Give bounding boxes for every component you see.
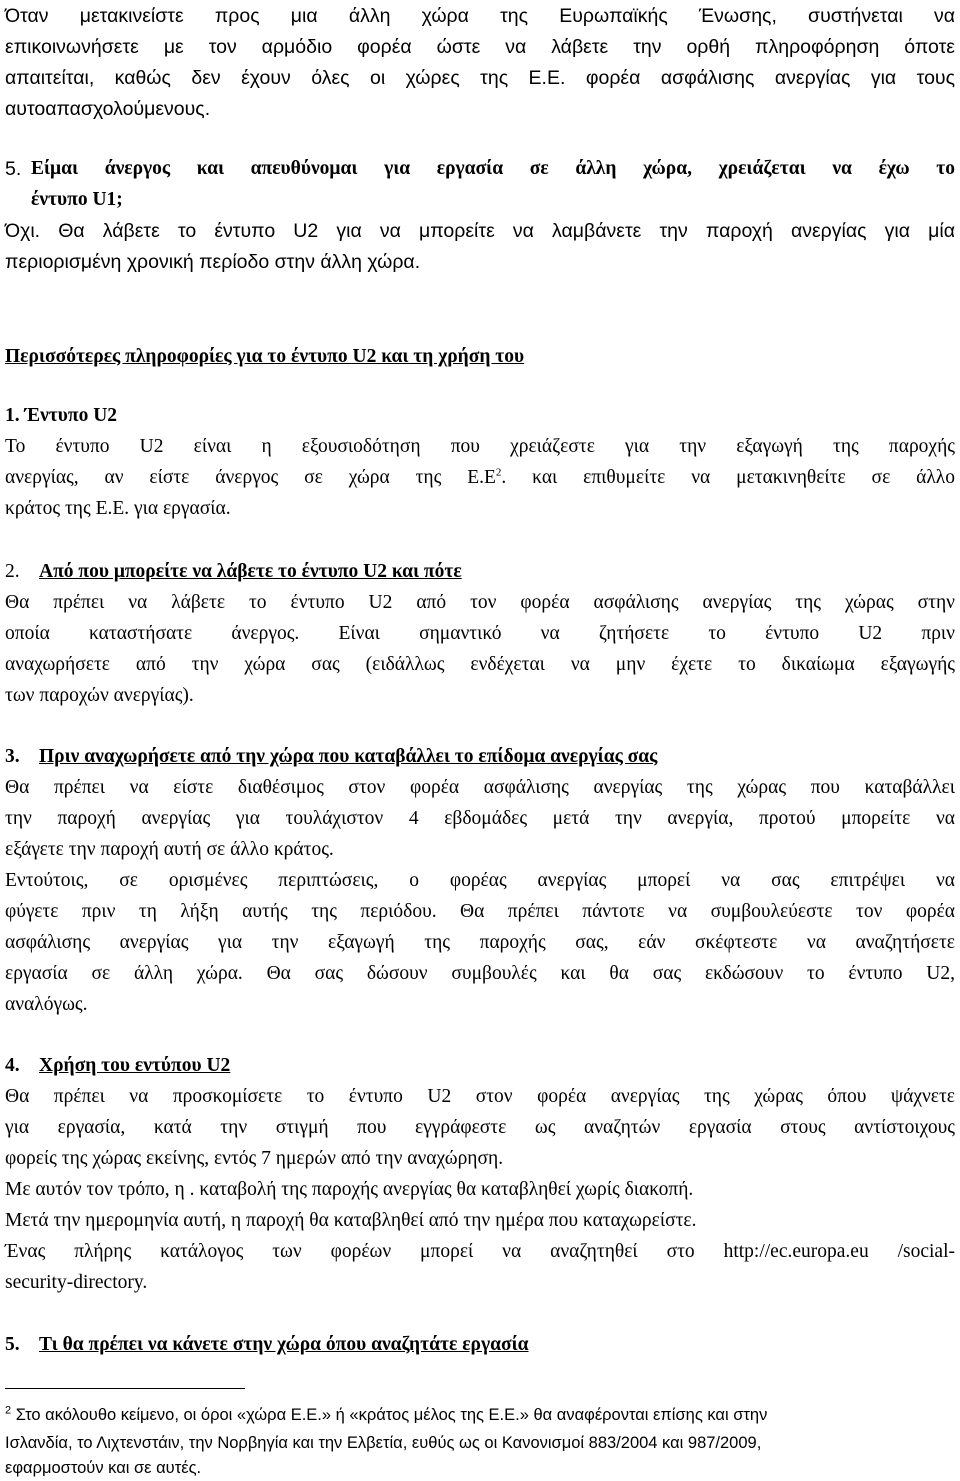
q5-number: 5. xyxy=(5,158,22,180)
section-4-line-3: φορείς της χώρας εκείνης, εντός 7 ημερών από την αναχώρηση. xyxy=(5,1148,504,1169)
section-4-line-7: security-directory. xyxy=(5,1272,148,1293)
section-3-line-6: ασφάλισης ανεργίας για την εξαγωγή της παροχής σας, εάν σκέφτεστε να αναζητήσετε xyxy=(5,932,955,953)
section-1-line-1: Το έντυπο U2 είναι η εξουσιοδότηση που χρειάζεστε για την εξαγωγή της παροχής xyxy=(5,436,955,457)
section-4-line-1: Θα πρέπει να προσκομίσετε το έντυπο U2 στον φορέα ανεργίας της χώρας όπου ψάχνετε xyxy=(5,1086,955,1107)
intro-line-3: απαιτείται, καθώς δεν έχουν όλες οι χώρες της Ε.Ε. φορέα ασφάλισης ανεργίας για τους xyxy=(5,67,955,89)
footnote-ref-2: 2 xyxy=(495,466,502,479)
section-2-line-3: αναχωρήσετε από την χώρα σας (ειδάλλως ενδέχεται να μην έχετε το δικαίωμα εξαγωγής xyxy=(5,654,955,675)
footnote-line-1: $^2$ Στο ακόλουθο κείμενο, οι όροι «χώρα Ε.Ε.» ή «κράτος μέλος της Ε.Ε.» θα αναφέρονται επίσης και στην xyxy=(5,1404,768,1424)
section-1-line-3: κράτος της Ε.Ε. για εργασία. xyxy=(5,498,231,519)
section-3-number: 3. xyxy=(5,746,20,767)
section-1-heading: 1. Έντυπο U2 xyxy=(5,405,118,426)
footnote-mark: 2 xyxy=(5,1404,12,1417)
section-4-line-5: Μετά την ημερομηνία αυτή, η παροχή θα καταβληθεί από την ημέρα που καταχωρείστε. xyxy=(5,1210,697,1231)
section-4-number: 4. xyxy=(5,1055,20,1076)
section-1-line-2: ανεργίας, αν είστε άνεργος σε χώρα της $E.E^2$. και επιθυμείτε να μετακινηθείτε σε άλλο xyxy=(5,466,956,488)
section-5-heading: Τι θα πρέπει να κάνετε στην χώρα όπου αναζητάτε εργασία xyxy=(39,1334,529,1355)
section-4-line-6: Ένας πλήρης κατάλογος των φορέων μπορεί να αναζητηθεί στο http://ec.europa.eu /social- xyxy=(5,1241,955,1262)
section-2-number: 2. xyxy=(5,561,20,582)
q5-heading-line-1: Είμαι άνεργος και απευθύνομαι για εργασία σε άλλη χώρα, χρειάζεται να έχω το xyxy=(31,158,955,179)
intro-line-4: αυτοαπασχολούμενους. xyxy=(5,98,211,120)
q5-heading-line-2: έντυπο U1; xyxy=(31,189,123,210)
intro-line-2: επικοινωνήσετε με τον αρμόδιο φορέα ώστε να λάβετε την ορθή πληροφόρηση όποτε xyxy=(5,36,955,58)
section-3-line-7: εργασία σε άλλη χώρα. Θα σας δώσουν συμβουλές και θα σας εκδώσουν το έντυπο U2, xyxy=(5,963,955,984)
section-2-line-1: Θα πρέπει να λάβετε το έντυπο U2 από τον φορέα ασφάλισης ανεργίας της χώρας στην xyxy=(5,592,955,613)
section-3-line-8: αναλόγως. xyxy=(5,994,88,1015)
section-5-number: 5. xyxy=(5,1334,20,1355)
section-4-heading: Χρήση του εντύπου U2 xyxy=(39,1055,231,1076)
section-3-line-3: εξάγετε την παροχή αυτή σε άλλο κράτος. xyxy=(5,839,334,860)
intro-line-1: Όταν μετακινείστε προς μια άλλη χώρα της Ευρωπαϊκής Ένωσης, συστήνεται να xyxy=(5,5,955,27)
q5-answer-line-2: περιορισμένη χρονική περίοδο στην άλλη χώρα. xyxy=(5,251,421,273)
section-4-line-2: για εργασία, κατά την στιγμή που εγγράφεστε ως αναζητών εργασία στους αντίστοιχους xyxy=(5,1117,955,1138)
q5-answer-line-1: Όχι. Θα λάβετε το έντυπο U2 για να μπορείτε να λαμβάνετε την παροχή ανεργίας για μία xyxy=(5,220,955,242)
footnote-line-3: εφαρμοστούν και σε αυτές. xyxy=(5,1459,202,1477)
more-info-heading: Περισσότερες πληροφορίες για το έντυπο U2 και τη χρήση του xyxy=(5,346,525,367)
section-2-line-4: των παροχών ανεργίας). xyxy=(5,685,194,706)
section-3-line-5: φύγετε πριν τη λήξη αυτής της περιόδου. Θα πρέπει πάντοτε να συμβουλεύεστε τον φορέα xyxy=(5,901,955,922)
section-2-heading: Από που μπορείτε να λάβετε το έντυπο U2 και πότε xyxy=(39,561,462,582)
section-4-line-4: Με αυτόν τον τρόπο, η . καταβολή της παροχής ανεργίας θα καταβληθεί χωρίς διακοπή. xyxy=(5,1179,694,1200)
footnote-divider xyxy=(5,1388,245,1389)
section-3-heading: Πριν αναχωρήσετε από την χώρα που καταβάλλει το επίδομα ανεργίας σας xyxy=(39,746,658,767)
section-3-line-4: Εντούτοις, σε ορισμένες περιπτώσεις, ο φορέας ανεργίας μπορεί να σας επιτρέψει να xyxy=(5,870,955,891)
section-3-line-1: Θα πρέπει να είστε διαθέσιμος στον φορέα ασφάλισης ανεργίας της χώρας που καταβάλλει xyxy=(5,777,955,798)
footnote-line-2: Ισλανδία, το Λιχτενστάιν, την Νορβηγία και την Ελβετία, ευθύς ως οι Κανονισμοί 883/2004 και 987/2009, xyxy=(5,1434,762,1452)
section-3-line-2: την παροχή ανεργίας για τουλάχιστον 4 εβδομάδες μετά την ανεργία, προτού μπορείτε να xyxy=(5,808,955,829)
section-2-line-2: οποία καταστήσατε άνεργος. Είναι σημαντικό να ζητήσετε το έντυπο U2 πριν xyxy=(5,623,955,644)
